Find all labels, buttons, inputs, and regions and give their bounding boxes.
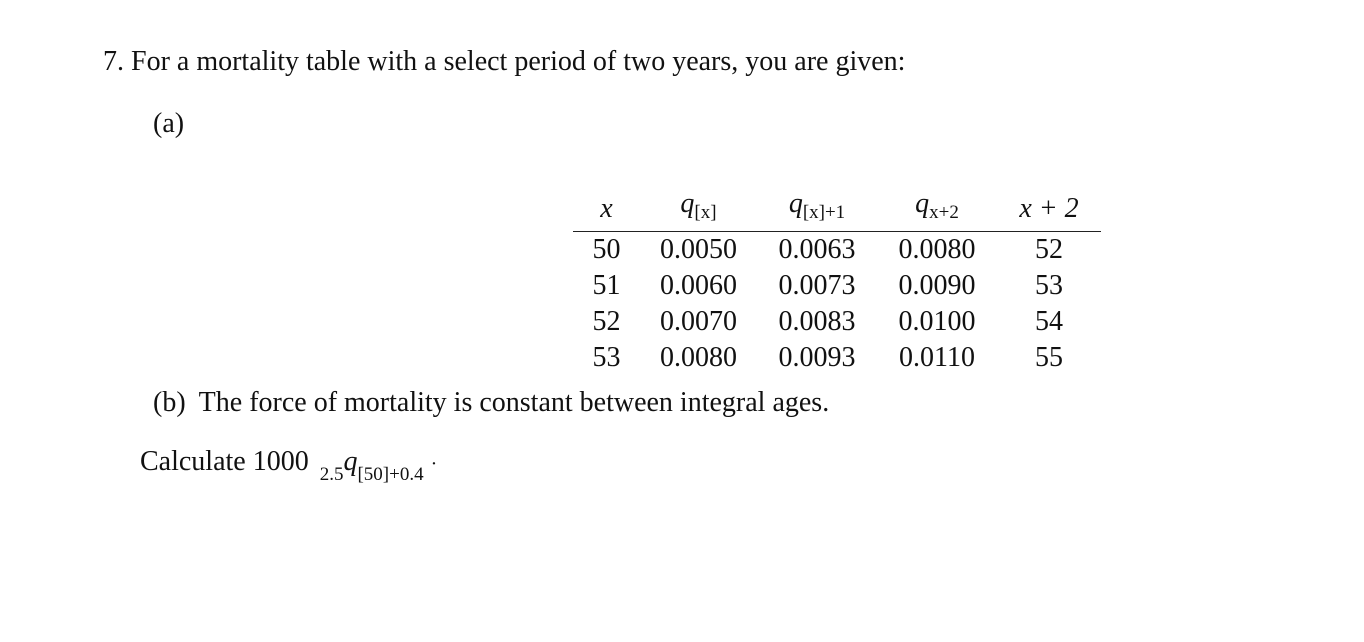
table-cell-q-select: 0.0070 (660, 306, 737, 337)
header-q-select (640, 186, 757, 232)
table-cell-age: 50 (592, 234, 621, 265)
header-q-select-symbol: q (680, 188, 695, 219)
mortality-table (573, 186, 1101, 376)
table-cell-q-select-plus-1: 0.0073 (778, 270, 856, 301)
calculate-line (140, 446, 438, 485)
problem-number: 7. (103, 46, 124, 77)
part-a-label: (a) (153, 108, 185, 139)
header-q-select-plus-1-subscript: [x]+1 (802, 202, 846, 223)
table-cell-q-select-plus-1: 0.0063 (778, 234, 856, 265)
table-row (573, 232, 1101, 269)
table-cell-q-select-plus-1: 0.0093 (778, 342, 856, 373)
table-cell-age: 52 (592, 306, 621, 337)
header-q-ultimate-subscript: x+2 (929, 202, 959, 223)
header-x-plus-2: x + 2 (997, 186, 1101, 232)
problem-statement (103, 46, 905, 78)
table-cell-q-select: 0.0050 (660, 234, 737, 265)
table-header-row (573, 186, 1101, 232)
calculate-pre-subscript: 2.5 (319, 464, 344, 485)
part-b (153, 387, 829, 419)
header-q-select-subscript: [x] (694, 202, 717, 223)
calculate-prefix: Calculate 1000 (140, 446, 309, 477)
problem-intro: For a mortality table with a select period of two years, you are given: (131, 46, 906, 77)
header-q-ultimate (877, 186, 997, 232)
table-cell-age-plus-2: 55 (1035, 342, 1063, 373)
table-cell-q-select: 0.0060 (660, 270, 737, 301)
part-b-label: (b) (153, 387, 186, 418)
header-q-select-plus-1 (757, 186, 877, 232)
table-cell-age: 53 (592, 342, 621, 373)
table-cell-q-select: 0.0080 (660, 342, 737, 373)
header-q-select-plus-1-symbol: q (788, 188, 803, 219)
calculate-post-subscript: [50]+0.4 (357, 464, 424, 485)
table-cell-q-ultimate: 0.0090 (898, 270, 976, 301)
table-cell-age: 51 (592, 270, 621, 301)
table-row (573, 340, 1101, 376)
table-cell-q-ultimate: 0.0110 (899, 342, 975, 373)
table-row (573, 268, 1101, 304)
table-cell-q-ultimate: 0.0100 (898, 306, 976, 337)
calculate-end: · (430, 453, 438, 475)
calculate-q-symbol: q (343, 446, 358, 477)
table-cell-q-ultimate: 0.0080 (898, 234, 976, 265)
table-cell-q-select-plus-1: 0.0083 (778, 306, 856, 337)
header-q-ultimate-symbol: q (915, 188, 930, 219)
table-cell-age-plus-2: 52 (1035, 234, 1063, 265)
table-row (573, 304, 1101, 340)
table-cell-age-plus-2: 53 (1035, 270, 1063, 301)
header-x: x (573, 186, 640, 232)
part-b-text: The force of mortality is constant between integral ages. (198, 387, 830, 418)
table-cell-age-plus-2: 54 (1035, 306, 1063, 337)
